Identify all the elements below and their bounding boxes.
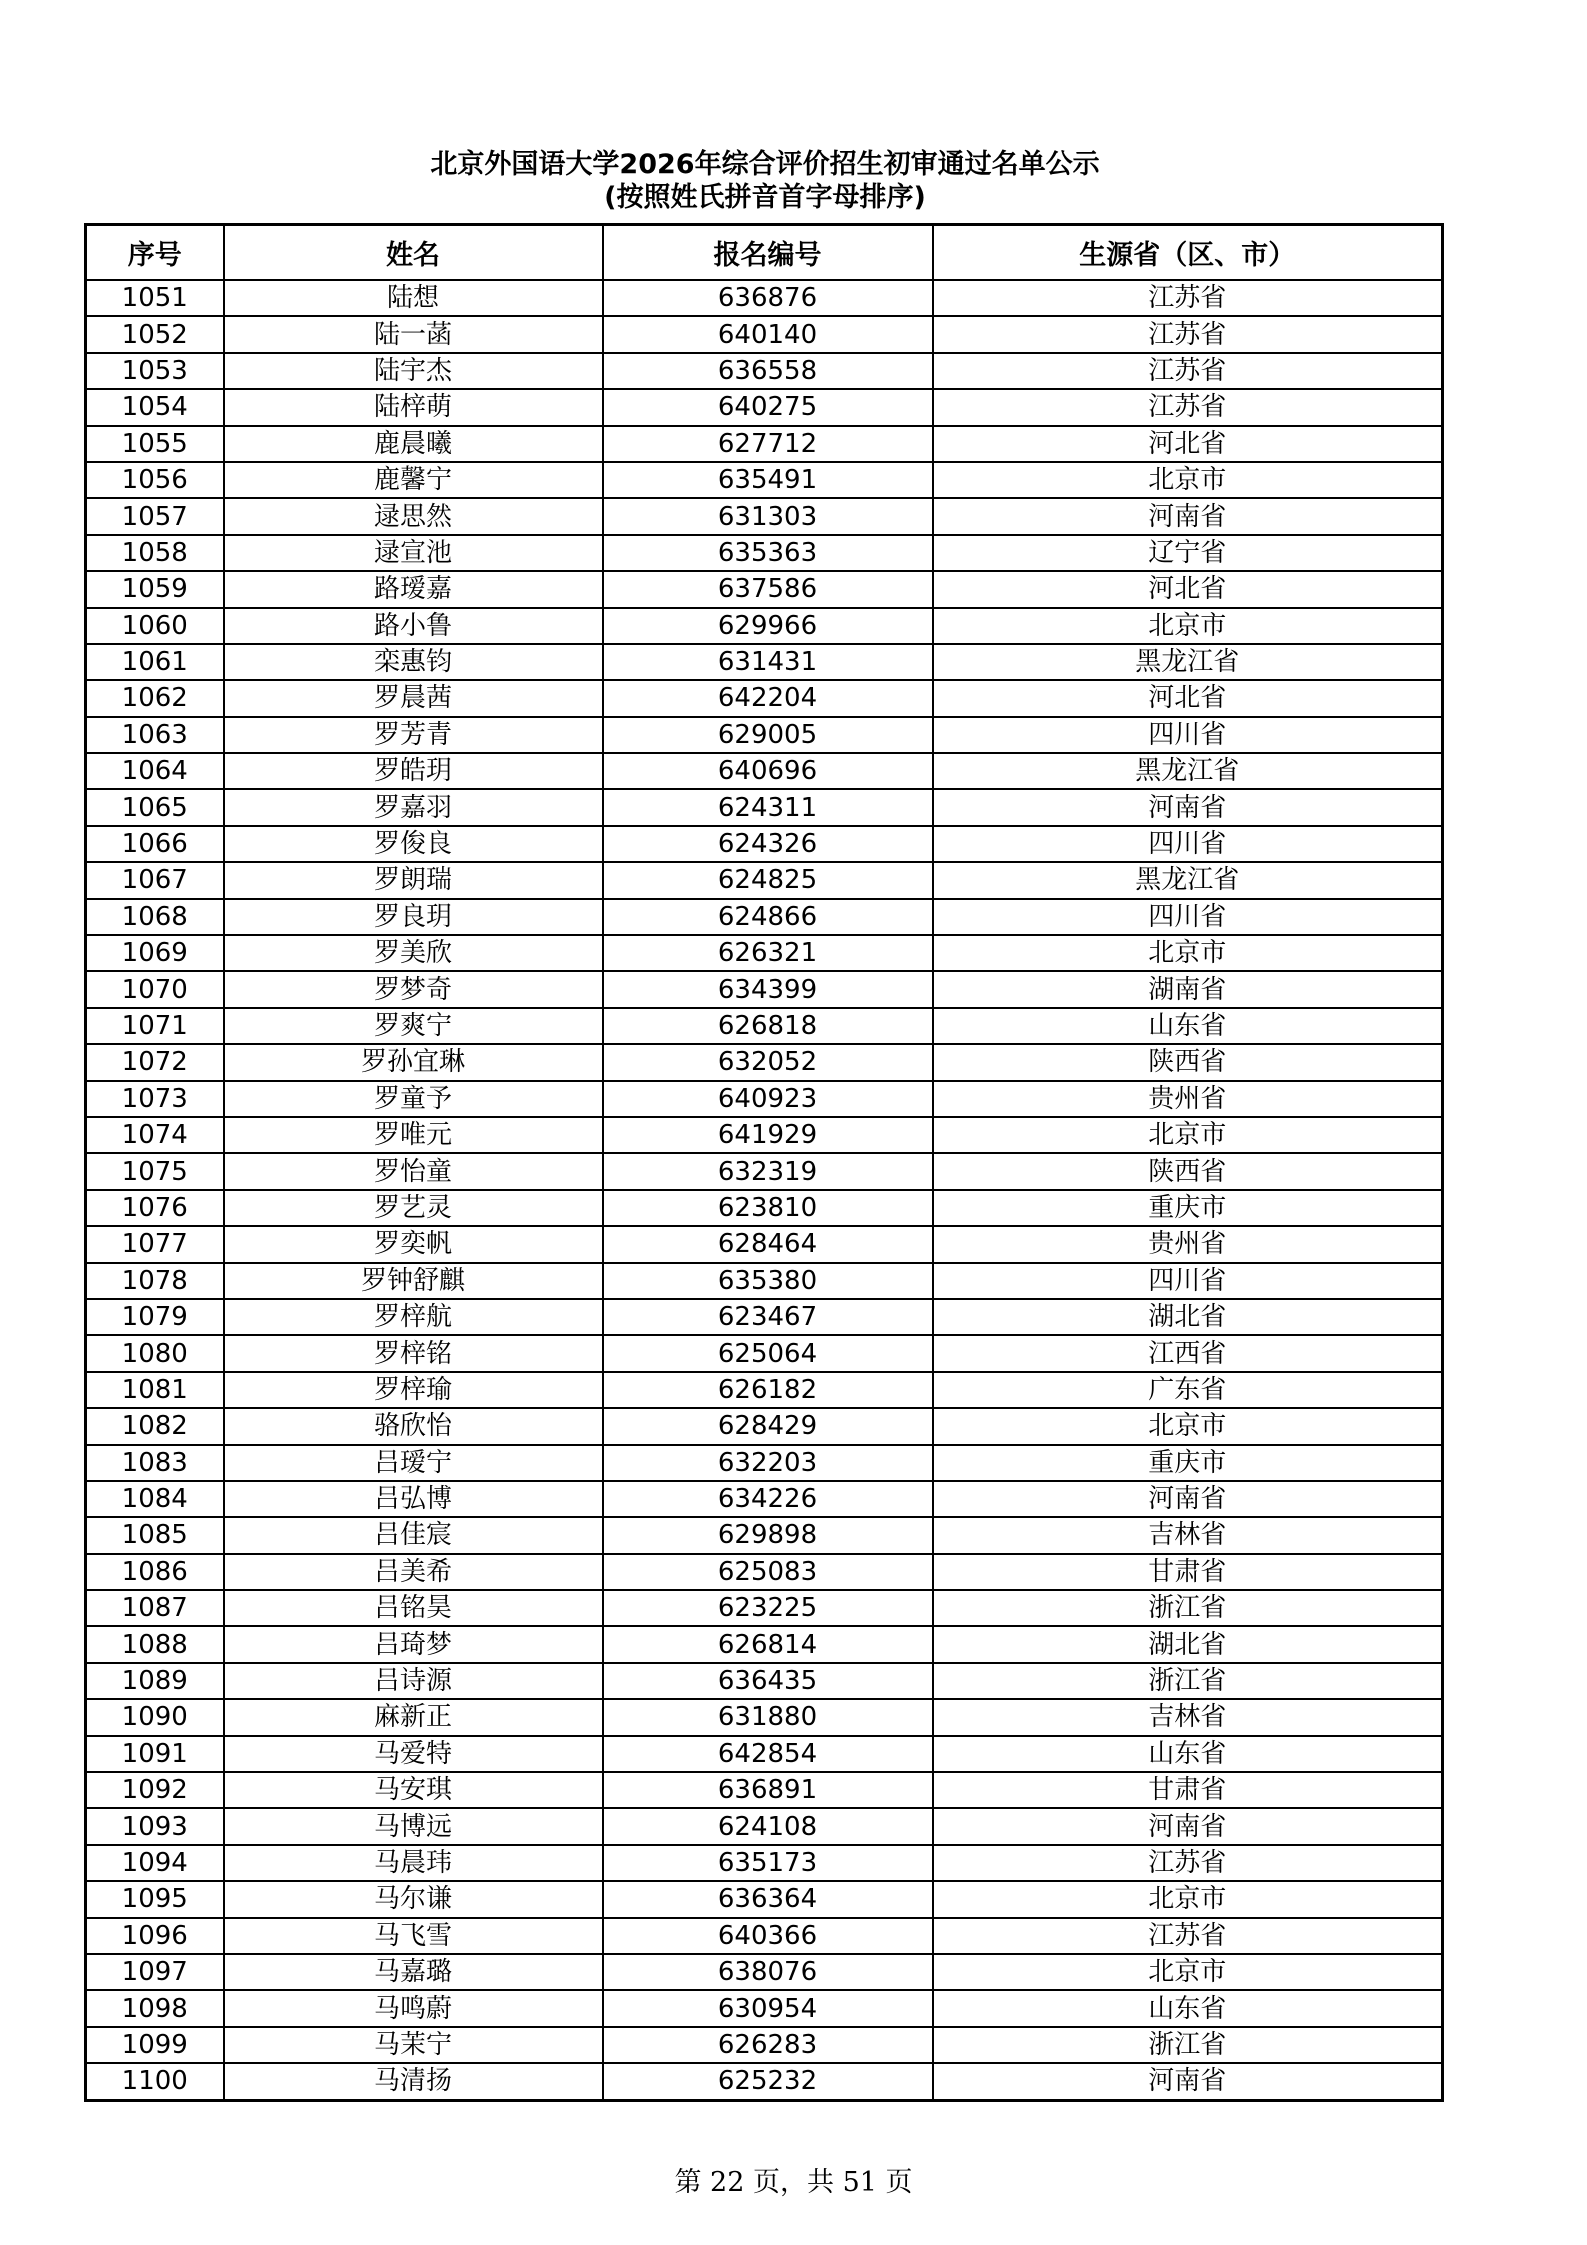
cell-reg-no: 628464 [603,1226,933,1262]
table-row [86,498,1443,534]
cell-reg-no: 635491 [603,462,933,498]
table-row [86,680,1443,716]
cell-reg-no: 632052 [603,1044,933,1080]
cell-seq: 1083 [86,1445,224,1481]
cell-province: 北京市 [933,1117,1443,1153]
table-row [86,899,1443,935]
cell-reg-no: 641929 [603,1117,933,1153]
table-row [86,1736,1443,1772]
table-row [86,971,1443,1007]
cell-reg-no: 626321 [603,935,933,971]
cell-name: 罗梓瑜 [224,1372,603,1408]
table-row [86,280,1443,316]
cell-reg-no: 636435 [603,1663,933,1699]
cell-seq: 1091 [86,1736,224,1772]
cell-seq: 1089 [86,1663,224,1699]
cell-province: 河南省 [933,789,1443,825]
cell-province: 山东省 [933,1990,1443,2026]
cell-province: 甘肃省 [933,1554,1443,1590]
cell-name: 吕诗源 [224,1663,603,1699]
cell-province: 北京市 [933,1408,1443,1444]
column-header-seq: 序号 [86,225,224,281]
table-row [86,1881,1443,1917]
cell-name: 吕瑷宁 [224,1445,603,1481]
cell-reg-no: 640923 [603,1081,933,1117]
cell-province: 湖北省 [933,1299,1443,1335]
cell-seq: 1064 [86,753,224,789]
table-row [86,1008,1443,1044]
cell-seq: 1055 [86,426,224,462]
table-row [86,353,1443,389]
cell-reg-no: 626182 [603,1372,933,1408]
cell-seq: 1052 [86,316,224,352]
cell-name: 马尔谦 [224,1881,603,1917]
cell-name: 罗美欣 [224,935,603,971]
cell-seq: 1084 [86,1481,224,1517]
cell-seq: 1056 [86,462,224,498]
table-row [86,1044,1443,1080]
cell-name: 罗嘉羽 [224,789,603,825]
cell-reg-no: 628429 [603,1408,933,1444]
cell-province: 黑龙江省 [933,753,1443,789]
cell-reg-no: 630954 [603,1990,933,2026]
cell-name: 罗孙宜琳 [224,1044,603,1080]
cell-province: 山东省 [933,1008,1443,1044]
cell-name: 罗晨茜 [224,680,603,716]
cell-province: 辽宁省 [933,535,1443,571]
cell-reg-no: 624326 [603,826,933,862]
table-row [86,1554,1443,1590]
cell-province: 北京市 [933,1881,1443,1917]
cell-seq: 1078 [86,1263,224,1299]
admission-list-table [84,223,1444,2102]
table-row [86,608,1443,644]
cell-name: 罗童予 [224,1081,603,1117]
cell-reg-no: 626283 [603,2027,933,2063]
cell-name: 吕弘博 [224,1481,603,1517]
cell-province: 河南省 [933,498,1443,534]
cell-seq: 1057 [86,498,224,534]
cell-seq: 1054 [86,389,224,425]
cell-reg-no: 626818 [603,1008,933,1044]
cell-seq: 1077 [86,1226,224,1262]
cell-seq: 1058 [86,535,224,571]
cell-seq: 1090 [86,1699,224,1735]
table-body [86,280,1443,2100]
cell-seq: 1066 [86,826,224,862]
table-row [86,389,1443,425]
cell-province: 山东省 [933,1736,1443,1772]
table-row [86,789,1443,825]
table-row [86,426,1443,462]
cell-reg-no: 635380 [603,1263,933,1299]
table-row [86,717,1443,753]
cell-name: 罗爽宁 [224,1008,603,1044]
page-footer: 第 22 页，共 51 页 [674,2167,913,2198]
cell-seq: 1098 [86,1990,224,2026]
cell-province: 甘肃省 [933,1772,1443,1808]
table-row [86,1190,1443,1226]
page-subtitle: (按照姓氏拼音首字母排序) [604,182,926,213]
cell-reg-no: 640696 [603,753,933,789]
cell-reg-no: 640140 [603,316,933,352]
cell-reg-no: 636891 [603,1772,933,1808]
cell-reg-no: 623810 [603,1190,933,1226]
cell-reg-no: 642854 [603,1736,933,1772]
cell-reg-no: 625232 [603,2063,933,2100]
cell-name: 罗梦奇 [224,971,603,1007]
table-row [86,753,1443,789]
table-row [86,1663,1443,1699]
cell-name: 罗朗瑞 [224,862,603,898]
table-row [86,535,1443,571]
cell-reg-no: 624108 [603,1808,933,1844]
cell-province: 重庆市 [933,1190,1443,1226]
cell-name: 逯宣池 [224,535,603,571]
cell-reg-no: 632203 [603,1445,933,1481]
cell-province: 江苏省 [933,280,1443,316]
cell-reg-no: 629005 [603,717,933,753]
table-row [86,862,1443,898]
cell-name: 陆一菡 [224,316,603,352]
cell-name: 陆宇杰 [224,353,603,389]
cell-reg-no: 634399 [603,971,933,1007]
cell-name: 罗艺灵 [224,1190,603,1226]
cell-seq: 1060 [86,608,224,644]
column-header-province: 生源省（区、市） [933,225,1443,281]
cell-province: 陕西省 [933,1153,1443,1189]
cell-seq: 1067 [86,862,224,898]
table-row [86,1990,1443,2026]
table-row [86,1408,1443,1444]
column-header-name: 姓名 [224,225,603,281]
cell-province: 河北省 [933,426,1443,462]
cell-name: 路小鲁 [224,608,603,644]
cell-seq: 1071 [86,1008,224,1044]
cell-province: 江苏省 [933,316,1443,352]
cell-name: 罗良玥 [224,899,603,935]
cell-name: 罗芳青 [224,717,603,753]
cell-province: 陕西省 [933,1044,1443,1080]
cell-seq: 1073 [86,1081,224,1117]
cell-province: 重庆市 [933,1445,1443,1481]
cell-province: 河南省 [933,2063,1443,2100]
cell-seq: 1068 [86,899,224,935]
cell-name: 罗皓玥 [224,753,603,789]
cell-province: 黑龙江省 [933,644,1443,680]
cell-seq: 1065 [86,789,224,825]
cell-reg-no: 626814 [603,1626,933,1662]
cell-seq: 1053 [86,353,224,389]
cell-province: 江苏省 [933,389,1443,425]
table-row [86,1590,1443,1626]
cell-seq: 1100 [86,2063,224,2100]
cell-seq: 1094 [86,1845,224,1881]
cell-reg-no: 629898 [603,1517,933,1553]
cell-province: 贵州省 [933,1226,1443,1262]
table-header-row [86,225,1443,281]
table-row [86,1081,1443,1117]
cell-province: 江苏省 [933,1918,1443,1954]
cell-seq: 1079 [86,1299,224,1335]
cell-seq: 1095 [86,1881,224,1917]
cell-name: 吕铭昊 [224,1590,603,1626]
cell-reg-no: 636876 [603,280,933,316]
cell-reg-no: 635363 [603,535,933,571]
cell-reg-no: 631880 [603,1699,933,1735]
cell-reg-no: 631431 [603,644,933,680]
page-title: 北京外国语大学2026年综合评价招生初审通过名单公示 [430,149,1100,180]
cell-seq: 1092 [86,1772,224,1808]
table-row [86,1845,1443,1881]
cell-province: 江西省 [933,1335,1443,1371]
table-row [86,935,1443,971]
cell-seq: 1072 [86,1044,224,1080]
cell-seq: 1099 [86,2027,224,2063]
cell-province: 北京市 [933,1954,1443,1990]
cell-name: 鹿晨曦 [224,426,603,462]
cell-seq: 1082 [86,1408,224,1444]
cell-seq: 1070 [86,971,224,1007]
cell-province: 浙江省 [933,1663,1443,1699]
cell-name: 罗俊良 [224,826,603,862]
cell-reg-no: 636558 [603,353,933,389]
table-row [86,1772,1443,1808]
cell-reg-no: 631303 [603,498,933,534]
cell-reg-no: 623225 [603,1590,933,1626]
cell-name: 马安琪 [224,1772,603,1808]
cell-name: 罗奕帆 [224,1226,603,1262]
table-row [86,1335,1443,1371]
table-row [86,1372,1443,1408]
cell-seq: 1075 [86,1153,224,1189]
cell-seq: 1074 [86,1117,224,1153]
cell-name: 路瑷嘉 [224,571,603,607]
cell-reg-no: 627712 [603,426,933,462]
table-row [86,826,1443,862]
cell-province: 浙江省 [933,2027,1443,2063]
table-row [86,1445,1443,1481]
cell-province: 黑龙江省 [933,862,1443,898]
cell-reg-no: 625083 [603,1554,933,1590]
cell-province: 四川省 [933,899,1443,935]
cell-name: 吕琦梦 [224,1626,603,1662]
cell-name: 罗梓航 [224,1299,603,1335]
table-row [86,316,1443,352]
cell-seq: 1081 [86,1372,224,1408]
cell-seq: 1088 [86,1626,224,1662]
cell-name: 马嘉璐 [224,1954,603,1990]
cell-name: 马鸣蔚 [224,1990,603,2026]
cell-province: 北京市 [933,935,1443,971]
cell-province: 河北省 [933,571,1443,607]
cell-name: 马晨玮 [224,1845,603,1881]
cell-reg-no: 624825 [603,862,933,898]
cell-reg-no: 640275 [603,389,933,425]
table-row [86,1263,1443,1299]
cell-reg-no: 632319 [603,1153,933,1189]
cell-province: 吉林省 [933,1517,1443,1553]
cell-name: 吕佳宸 [224,1517,603,1553]
cell-province: 四川省 [933,717,1443,753]
cell-province: 江苏省 [933,353,1443,389]
cell-seq: 1061 [86,644,224,680]
cell-seq: 1097 [86,1954,224,1990]
cell-name: 马茉宁 [224,2027,603,2063]
cell-seq: 1080 [86,1335,224,1371]
cell-reg-no: 624866 [603,899,933,935]
cell-name: 马飞雪 [224,1918,603,1954]
cell-name: 逯思然 [224,498,603,534]
cell-seq: 1062 [86,680,224,716]
table-row [86,644,1443,680]
cell-reg-no: 642204 [603,680,933,716]
cell-seq: 1059 [86,571,224,607]
cell-name: 马爱特 [224,1736,603,1772]
cell-seq: 1087 [86,1590,224,1626]
cell-province: 河北省 [933,680,1443,716]
cell-province: 四川省 [933,826,1443,862]
cell-seq: 1086 [86,1554,224,1590]
cell-seq: 1096 [86,1918,224,1954]
table-row [86,571,1443,607]
cell-name: 马博远 [224,1808,603,1844]
cell-seq: 1085 [86,1517,224,1553]
cell-seq: 1069 [86,935,224,971]
cell-province: 河南省 [933,1808,1443,1844]
cell-province: 北京市 [933,608,1443,644]
cell-seq: 1076 [86,1190,224,1226]
table-row [86,1699,1443,1735]
cell-province: 浙江省 [933,1590,1443,1626]
cell-reg-no: 634226 [603,1481,933,1517]
cell-province: 广东省 [933,1372,1443,1408]
cell-reg-no: 636364 [603,1881,933,1917]
cell-province: 江苏省 [933,1845,1443,1881]
cell-name: 陆梓萌 [224,389,603,425]
table-row [86,1299,1443,1335]
table-row [86,1481,1443,1517]
cell-name: 麻新正 [224,1699,603,1735]
cell-name: 罗钟舒麒 [224,1263,603,1299]
table-row [86,2063,1443,2100]
table-row [86,1954,1443,1990]
cell-province: 贵州省 [933,1081,1443,1117]
cell-name: 罗唯元 [224,1117,603,1153]
table-row [86,1808,1443,1844]
cell-province: 四川省 [933,1263,1443,1299]
column-header-reg-no: 报名编号 [603,225,933,281]
table-row [86,1153,1443,1189]
cell-reg-no: 624311 [603,789,933,825]
cell-province: 湖北省 [933,1626,1443,1662]
table-row [86,1517,1443,1553]
cell-name: 鹿馨宁 [224,462,603,498]
cell-name: 骆欣怡 [224,1408,603,1444]
cell-seq: 1093 [86,1808,224,1844]
cell-reg-no: 635173 [603,1845,933,1881]
cell-reg-no: 625064 [603,1335,933,1371]
table-row [86,462,1443,498]
cell-name: 陆想 [224,280,603,316]
cell-province: 北京市 [933,462,1443,498]
cell-seq: 1051 [86,280,224,316]
cell-name: 栾惠钧 [224,644,603,680]
cell-name: 罗梓铭 [224,1335,603,1371]
cell-reg-no: 637586 [603,571,933,607]
cell-province: 河南省 [933,1481,1443,1517]
cell-name: 罗怡童 [224,1153,603,1189]
cell-reg-no: 629966 [603,608,933,644]
table-row [86,2027,1443,2063]
cell-reg-no: 638076 [603,1954,933,1990]
cell-name: 马清扬 [224,2063,603,2100]
table-row [86,1918,1443,1954]
cell-seq: 1063 [86,717,224,753]
table-row [86,1226,1443,1262]
cell-province: 吉林省 [933,1699,1443,1735]
cell-reg-no: 623467 [603,1299,933,1335]
cell-name: 吕美希 [224,1554,603,1590]
cell-province: 湖南省 [933,971,1443,1007]
cell-reg-no: 640366 [603,1918,933,1954]
table-row [86,1626,1443,1662]
table-row [86,1117,1443,1153]
